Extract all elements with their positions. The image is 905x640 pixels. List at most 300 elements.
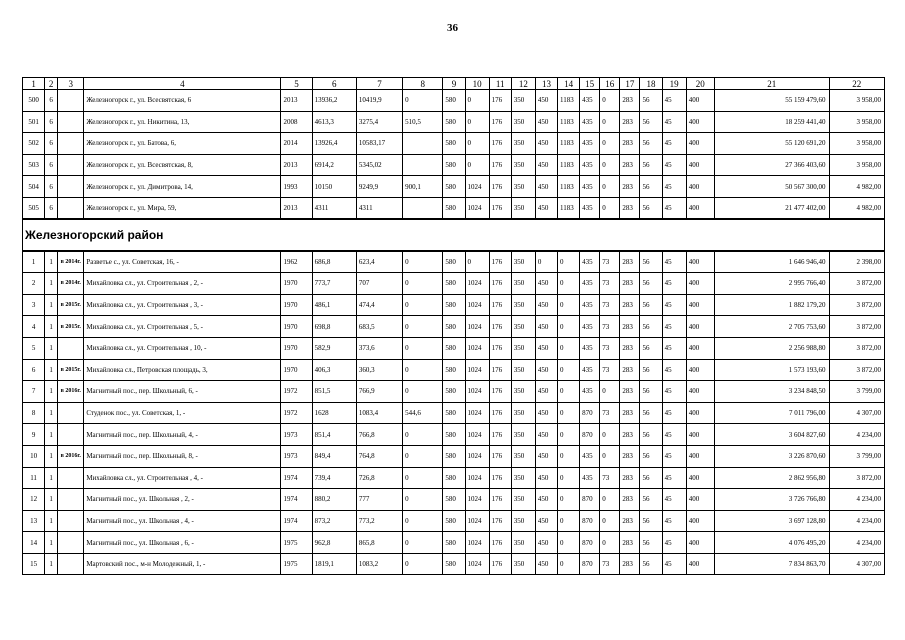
- table-row: [23, 154, 885, 176]
- table-cell: 1024: [465, 510, 489, 532]
- table-cell: 580: [443, 316, 465, 338]
- table-cell: 0: [600, 532, 620, 554]
- table-cell: 0: [600, 489, 620, 511]
- table-cell: 3 726 766,80: [714, 489, 829, 511]
- table-cell: 56: [640, 111, 662, 133]
- column-header: 4: [84, 78, 281, 90]
- table-cell: 0: [600, 197, 620, 219]
- table-cell: 1972: [281, 381, 312, 403]
- table-cell: 3 604 827,60: [714, 424, 829, 446]
- table-cell: 176: [489, 359, 511, 381]
- table-cell: 0: [558, 467, 580, 489]
- column-header: 13: [535, 78, 557, 90]
- table-cell: 45: [662, 553, 686, 575]
- table-cell: 0: [403, 424, 443, 446]
- table-cell: 0: [600, 510, 620, 532]
- table-cell: 0: [465, 133, 489, 155]
- table-row: [23, 273, 885, 295]
- table-cell: 502: [23, 133, 45, 155]
- table-cell: 283: [620, 294, 640, 316]
- table-cell: в 2014г.: [58, 251, 84, 273]
- table-cell: 3 958,00: [829, 154, 884, 176]
- table-cell: 350: [511, 294, 535, 316]
- table-cell: 435: [580, 90, 600, 112]
- table-cell: 580: [443, 337, 465, 359]
- table-cell: [58, 467, 84, 489]
- table-cell: 435: [580, 359, 600, 381]
- table-cell: 505: [23, 197, 45, 219]
- table-cell: 8: [23, 402, 45, 424]
- table-cell: [58, 133, 84, 155]
- table-cell: 45: [662, 133, 686, 155]
- table-cell: 7 011 796,00: [714, 402, 829, 424]
- table-cell: 10419,9: [356, 90, 402, 112]
- table-cell: 56: [640, 337, 662, 359]
- column-header: 6: [312, 78, 356, 90]
- table-row: [23, 424, 885, 446]
- table-cell: 350: [511, 467, 535, 489]
- table-cell: 350: [511, 176, 535, 198]
- table-cell: 1973: [281, 445, 312, 467]
- table-cell: 3 872,00: [829, 316, 884, 338]
- table-cell: 1: [45, 402, 58, 424]
- table-cell: 4311: [312, 197, 356, 219]
- table-cell: 350: [511, 402, 535, 424]
- table-cell: 50 567 300,00: [714, 176, 829, 198]
- table-cell: 6: [45, 111, 58, 133]
- table-cell: 3 958,00: [829, 111, 884, 133]
- table-cell: 435: [580, 176, 600, 198]
- table-cell: 400: [686, 294, 714, 316]
- table-cell: 435: [580, 273, 600, 295]
- table-cell: 580: [443, 424, 465, 446]
- table-cell: 400: [686, 510, 714, 532]
- table-cell: 1083,4: [356, 402, 402, 424]
- table-row: [23, 445, 885, 467]
- table-cell: 373,6: [356, 337, 402, 359]
- table-cell: 283: [620, 532, 640, 554]
- table-cell: 1024: [465, 273, 489, 295]
- table-cell: 1974: [281, 467, 312, 489]
- table-cell: [58, 532, 84, 554]
- table-cell: 1: [45, 467, 58, 489]
- table-cell: 1: [45, 381, 58, 403]
- table-cell: 73: [600, 337, 620, 359]
- table-cell: 56: [640, 316, 662, 338]
- table-cell: 580: [443, 510, 465, 532]
- table-cell: 283: [620, 510, 640, 532]
- table-cell: 350: [511, 445, 535, 467]
- table-cell: 4311: [356, 197, 402, 219]
- table-cell: 450: [535, 532, 557, 554]
- table-cell: [58, 154, 84, 176]
- table-cell: 739,4: [312, 467, 356, 489]
- table-cell: 1819,1: [312, 553, 356, 575]
- table-cell: Железногорск г., ул. Никитина, 13,: [84, 111, 281, 133]
- table-cell: 283: [620, 553, 640, 575]
- table-cell: 6: [45, 154, 58, 176]
- table-cell: в 2016г.: [58, 445, 84, 467]
- table-cell: 1: [23, 251, 45, 273]
- housing-table: [22, 77, 885, 575]
- table-cell: 580: [443, 251, 465, 273]
- table-cell: 45: [662, 337, 686, 359]
- table-cell: 450: [535, 273, 557, 295]
- table-cell: [58, 553, 84, 575]
- table-cell: 1083,2: [356, 553, 402, 575]
- table-cell: 450: [535, 337, 557, 359]
- table-row: [23, 251, 885, 273]
- table-cell: 1 882 179,20: [714, 294, 829, 316]
- table-cell: 1970: [281, 359, 312, 381]
- table-cell: Магнитный пос., ул. Школьная , 4, -: [84, 510, 281, 532]
- table-cell: 5: [23, 337, 45, 359]
- table-cell: 3 872,00: [829, 294, 884, 316]
- table-cell: 10150: [312, 176, 356, 198]
- table-cell: 773,7: [312, 273, 356, 295]
- table-cell: 45: [662, 111, 686, 133]
- table-cell: 0: [558, 251, 580, 273]
- table-cell: в 2015г.: [58, 316, 84, 338]
- table-cell: 504: [23, 176, 45, 198]
- table-cell: 176: [489, 111, 511, 133]
- table-cell: 1024: [465, 489, 489, 511]
- column-header: 7: [356, 78, 402, 90]
- table-row: [23, 90, 885, 112]
- table-cell: 450: [535, 176, 557, 198]
- column-header: 18: [640, 78, 662, 90]
- table-cell: 283: [620, 90, 640, 112]
- table-cell: Михайловка сл., ул. Строительная , 2, -: [84, 273, 281, 295]
- table-cell: 3 872,00: [829, 467, 884, 489]
- table-cell: 283: [620, 316, 640, 338]
- table-cell: 400: [686, 251, 714, 273]
- table-cell: 176: [489, 489, 511, 511]
- table-cell: 4 234,00: [829, 489, 884, 511]
- table-cell: 45: [662, 251, 686, 273]
- table-cell: 1183: [558, 111, 580, 133]
- table-cell: 283: [620, 381, 640, 403]
- column-header: 14: [558, 78, 580, 90]
- table-cell: 2 256 988,80: [714, 337, 829, 359]
- table-cell: 873,2: [312, 510, 356, 532]
- table-cell: 1: [45, 445, 58, 467]
- table-cell: 0: [558, 359, 580, 381]
- table-cell: 0: [558, 424, 580, 446]
- column-header: 10: [465, 78, 489, 90]
- table-cell: 73: [600, 251, 620, 273]
- table-cell: 450: [535, 381, 557, 403]
- table-cell: 400: [686, 532, 714, 554]
- table-cell: 56: [640, 532, 662, 554]
- table-cell: [58, 176, 84, 198]
- table-cell: 400: [686, 359, 714, 381]
- table-cell: 435: [580, 381, 600, 403]
- table-cell: 4 307,00: [829, 402, 884, 424]
- table-cell: 283: [620, 273, 640, 295]
- table-cell: 3: [23, 294, 45, 316]
- column-header: 9: [443, 78, 465, 90]
- table-cell: 350: [511, 359, 535, 381]
- table-cell: 283: [620, 133, 640, 155]
- table-cell: 544,6: [403, 402, 443, 424]
- table-cell: 580: [443, 273, 465, 295]
- table-cell: 501: [23, 111, 45, 133]
- table-cell: 176: [489, 197, 511, 219]
- table-cell: 1024: [465, 381, 489, 403]
- table-cell: 176: [489, 294, 511, 316]
- table-cell: 486,1: [312, 294, 356, 316]
- table-cell: 45: [662, 176, 686, 198]
- table-cell: 176: [489, 90, 511, 112]
- table-cell: 6: [45, 90, 58, 112]
- table-cell: 400: [686, 424, 714, 446]
- table-cell: 283: [620, 424, 640, 446]
- table-cell: 400: [686, 154, 714, 176]
- table-cell: 176: [489, 316, 511, 338]
- table-cell: 0: [600, 111, 620, 133]
- table-cell: 45: [662, 489, 686, 511]
- table-cell: в 2015г.: [58, 294, 84, 316]
- table-cell: 27 366 403,60: [714, 154, 829, 176]
- table-cell: 0: [535, 251, 557, 273]
- table-cell: 1970: [281, 316, 312, 338]
- table-cell: 45: [662, 445, 686, 467]
- table-cell: 176: [489, 467, 511, 489]
- table-cell: 503: [23, 154, 45, 176]
- table-cell: 176: [489, 251, 511, 273]
- table-cell: 56: [640, 467, 662, 489]
- table-cell: 1024: [465, 445, 489, 467]
- table-cell: 4: [23, 316, 45, 338]
- table-cell: 1183: [558, 154, 580, 176]
- table-cell: 4 234,00: [829, 510, 884, 532]
- table-cell: 0: [600, 154, 620, 176]
- column-header: 12: [511, 78, 535, 90]
- table-cell: 10: [23, 445, 45, 467]
- table-cell: 580: [443, 467, 465, 489]
- table-cell: 176: [489, 510, 511, 532]
- table-cell: 176: [489, 445, 511, 467]
- table-cell: 2008: [281, 111, 312, 133]
- table-cell: 3 799,00: [829, 445, 884, 467]
- table-cell: 0: [403, 316, 443, 338]
- table-cell: 176: [489, 176, 511, 198]
- table-cell: 0: [600, 133, 620, 155]
- table-cell: 350: [511, 381, 535, 403]
- table-cell: 707: [356, 273, 402, 295]
- table-cell: Магнитный пос., пер. Школьный, 4, -: [84, 424, 281, 446]
- table-cell: 0: [403, 445, 443, 467]
- table-cell: 435: [580, 133, 600, 155]
- table-cell: 3275,4: [356, 111, 402, 133]
- table-cell: 3 226 870,60: [714, 445, 829, 467]
- table-cell: 1024: [465, 359, 489, 381]
- table-row: [23, 197, 885, 219]
- table-cell: 580: [443, 402, 465, 424]
- table-cell: 6: [45, 176, 58, 198]
- table-cell: 0: [600, 90, 620, 112]
- table-cell: 683,5: [356, 316, 402, 338]
- table-cell: 1: [45, 510, 58, 532]
- table-cell: 176: [489, 381, 511, 403]
- table-cell: Михайловка сл., ул. Строительная , 3, -: [84, 294, 281, 316]
- table-cell: 580: [443, 176, 465, 198]
- column-header: 8: [403, 78, 443, 90]
- table-cell: 7: [23, 381, 45, 403]
- table-cell: 45: [662, 424, 686, 446]
- column-header: 1: [23, 78, 45, 90]
- column-header: 11: [489, 78, 511, 90]
- table-cell: 870: [580, 489, 600, 511]
- table-cell: 435: [580, 154, 600, 176]
- table-row: [23, 316, 885, 338]
- table-cell: Магнитный пос., пер. Школьный, 6, -: [84, 381, 281, 403]
- table-cell: 580: [443, 111, 465, 133]
- table-cell: 435: [580, 337, 600, 359]
- table-cell: Михайловка сл., Петровская площадь, 3,: [84, 359, 281, 381]
- table-cell: 3 958,00: [829, 90, 884, 112]
- table-cell: 0: [558, 532, 580, 554]
- table-cell: 962,8: [312, 532, 356, 554]
- table-cell: 176: [489, 553, 511, 575]
- table-cell: 350: [511, 90, 535, 112]
- table-cell: 1970: [281, 294, 312, 316]
- table-cell: 4 307,00: [829, 553, 884, 575]
- table-cell: 0: [600, 445, 620, 467]
- table-cell: 283: [620, 359, 640, 381]
- table-cell: 10583,17: [356, 133, 402, 155]
- table-cell: 400: [686, 316, 714, 338]
- table-cell: 73: [600, 553, 620, 575]
- table-cell: 400: [686, 197, 714, 219]
- table-cell: 0: [403, 90, 443, 112]
- table-cell: 1: [45, 337, 58, 359]
- column-number-header-row: [23, 78, 885, 90]
- table-cell: 1: [45, 489, 58, 511]
- table-cell: 400: [686, 553, 714, 575]
- table-cell: 350: [511, 553, 535, 575]
- table-cell: 56: [640, 251, 662, 273]
- table-cell: 0: [558, 553, 580, 575]
- table-cell: 580: [443, 133, 465, 155]
- table-cell: 0: [465, 154, 489, 176]
- table-cell: 500: [23, 90, 45, 112]
- column-header: 20: [686, 78, 714, 90]
- table-cell: Мартовский пос., м-н Молодежный, 1, -: [84, 553, 281, 575]
- table-cell: 435: [580, 294, 600, 316]
- table-cell: 18 259 441,40: [714, 111, 829, 133]
- table-cell: 726,8: [356, 467, 402, 489]
- table-cell: 0: [558, 273, 580, 295]
- table-cell: 21 477 402,00: [714, 197, 829, 219]
- table-cell: 5345,02: [356, 154, 402, 176]
- table-cell: 56: [640, 510, 662, 532]
- table-cell: 176: [489, 133, 511, 155]
- table-cell: 0: [403, 337, 443, 359]
- table-row: [23, 176, 885, 198]
- table-cell: 56: [640, 294, 662, 316]
- table-cell: 1183: [558, 90, 580, 112]
- table-cell: Железногорск г., ул. Мира, 59,: [84, 197, 281, 219]
- table-cell: 450: [535, 133, 557, 155]
- table-cell: 435: [580, 445, 600, 467]
- table-cell: 1975: [281, 532, 312, 554]
- table-cell: 1024: [465, 424, 489, 446]
- table-cell: 1975: [281, 553, 312, 575]
- table-cell: 865,8: [356, 532, 402, 554]
- table-cell: 870: [580, 553, 600, 575]
- table-cell: 777: [356, 489, 402, 511]
- table-cell: 435: [580, 197, 600, 219]
- table-cell: 1183: [558, 133, 580, 155]
- table-cell: 400: [686, 133, 714, 155]
- table-cell: 580: [443, 553, 465, 575]
- table-cell: 580: [443, 294, 465, 316]
- table-cell: 2 995 766,40: [714, 273, 829, 295]
- table-cell: 9249,9: [356, 176, 402, 198]
- table-cell: 350: [511, 273, 535, 295]
- table-cell: 1024: [465, 532, 489, 554]
- table-row: [23, 510, 885, 532]
- table-cell: 283: [620, 402, 640, 424]
- column-header: 17: [620, 78, 640, 90]
- table-cell: 56: [640, 90, 662, 112]
- column-header: 22: [829, 78, 884, 90]
- table-cell: 56: [640, 133, 662, 155]
- table-cell: 580: [443, 197, 465, 219]
- table-cell: 0: [403, 489, 443, 511]
- table-cell: 15: [23, 553, 45, 575]
- table-cell: 450: [535, 467, 557, 489]
- table-cell: 176: [489, 337, 511, 359]
- table-cell: 56: [640, 445, 662, 467]
- table-cell: 0: [465, 90, 489, 112]
- table-cell: [58, 402, 84, 424]
- table-cell: 1973: [281, 424, 312, 446]
- table-cell: 435: [580, 316, 600, 338]
- table-cell: 73: [600, 467, 620, 489]
- table-cell: Разветье с., ул. Советская, 16, -: [84, 251, 281, 273]
- table-cell: в 2015г.: [58, 359, 84, 381]
- table-cell: 1: [45, 273, 58, 295]
- table-cell: 283: [620, 197, 640, 219]
- table-cell: 0: [403, 510, 443, 532]
- table-cell: 766,9: [356, 381, 402, 403]
- table-cell: 400: [686, 467, 714, 489]
- table-cell: 400: [686, 445, 714, 467]
- table-cell: 56: [640, 359, 662, 381]
- table-cell: 0: [600, 424, 620, 446]
- table-cell: 73: [600, 316, 620, 338]
- table-cell: [58, 337, 84, 359]
- table-cell: 360,3: [356, 359, 402, 381]
- table-cell: 12: [23, 489, 45, 511]
- table-cell: 450: [535, 445, 557, 467]
- table-cell: Магнитный пос., ул. Школьная , 6, -: [84, 532, 281, 554]
- table-cell: 582,9: [312, 337, 356, 359]
- table-cell: 4 982,00: [829, 176, 884, 198]
- table-cell: 283: [620, 111, 640, 133]
- table-cell: 400: [686, 273, 714, 295]
- table-cell: 176: [489, 402, 511, 424]
- table-cell: 2: [23, 273, 45, 295]
- table-cell: 2013: [281, 154, 312, 176]
- table-cell: 580: [443, 359, 465, 381]
- table-cell: 350: [511, 510, 535, 532]
- table-cell: 0: [558, 294, 580, 316]
- column-header: 19: [662, 78, 686, 90]
